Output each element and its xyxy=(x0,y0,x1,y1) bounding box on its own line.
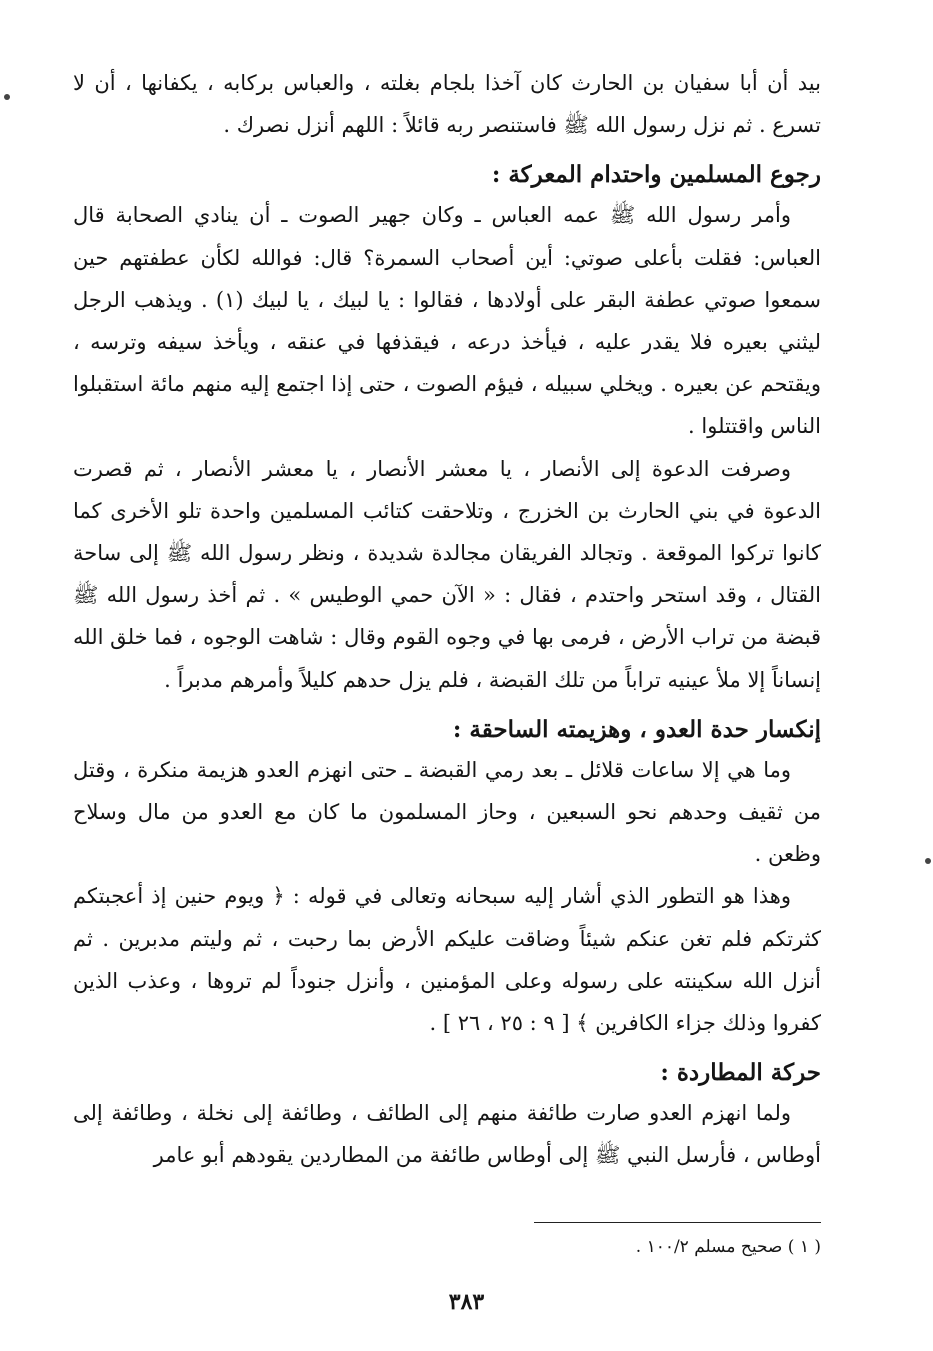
section-heading-defeat: إنكسار حدة العدو ، وهزيمته الساحقة : xyxy=(452,715,821,743)
intro-paragraph: بيد أن أبا سفيان بن الحارث كان آخذا بلجام بغلته ، والعباس بركابه ، يكفانها ، أن لا تسرع . ثم نزل رسول الله ﷺ فاستنصر ربه قائلاً : اللهم أنزل نصرك . xyxy=(73,71,821,138)
section-heading-pursuit: حركة المطاردة : xyxy=(660,1059,821,1087)
page-number: ٣٨٣ xyxy=(448,1289,485,1315)
section-heading-return: رجوع المسلمين واحتدام المعركة : xyxy=(491,161,821,189)
paragraph: وصرفت الدعوة إلى الأنصار ، يا معشر الأنصار ، يا معشر الأنصار ، ثم قصرت الدعوة في بني الحارث بن الخزرج ، وتلاحقت كتائب المسلمين واحدة تلو الأخرى كما كانوا تركوا الموقعة . وتجالد الفريقان مجالدة شديدة ، ونظر رسول الله ﷺ إلى ساحة القتال ، وقد استحر واحتدم ، فقال : « الآن حمي الوطيس » . ثم أخذ رسول الله ﷺ قبضة من تراب الأرض ، فرمى بها في وجوه القوم وقال : شاهت الوجوه ، فما خلق الله إنساناً إلا ملأ عينيه تراباً من تلك القبضة ، فلم يزل حدهم كليلاً وأمرهم مدبراً . xyxy=(73,456,821,692)
paragraph: وما هي إلا ساعات قلائل ـ بعد رمي القبضة ـ حتى انهزم العدو هزيمة منكرة ، وقتل من ثقيف وحدهم نحو السبعين ، وحاز المسلمون ما كان مع العدو من مال وسلاح وظعن . xyxy=(73,757,821,867)
paragraph: وهذا هو التطور الذي أشار إليه سبحانه وتعالى في قوله : ﴿ ويوم حنين إذ أعجبتكم كثرتكم فلم تغن عنكم شيئاً وضاقت عليكم الأرض بما رحبت ، ثم وليتم مدبرين . ثم أنزل الله سكينته على رسوله وعلى المؤمنين ، وأنزل جنوداً لم تروها ، وعذب الذين كفروا وذلك جزاء الكافرين ﴾ [ ٩ : ٢٥ ، ٢٦ ] . xyxy=(73,884,821,1036)
footnote: ( ١ ) صحيح مسلم ١٠٠/٢ . xyxy=(635,1237,821,1257)
paragraph: وأمر رسول الله ﷺ عمه العباس ـ وكان جهير الصوت ـ أن ينادي الصحابة قال العباس: فقلت بأعلى صوتي: أين أصحاب السمرة؟ قال: فوالله لكأن عطفتهم حين سمعوا صوتي عطفة البقر على أولادها ، فقالوا : يا لبيك ، يا لبيك (١) . ويذهب الرجل ليثني بعيره فلا يقدر عليه ، فيأخذ درعه ، فيقذفها في عنقه ، ويأخذ سيفه وترسه ، ويقتحم عن بعيره . ويخلي سبيله ، فيؤم الصوت ، حتى إذا اجتمع إليه منهم مائة استقبلوا الناس واقتتلوا . xyxy=(73,203,821,439)
scan-mark xyxy=(4,94,10,100)
page-body xyxy=(73,62,821,1177)
footnote-divider xyxy=(534,1222,821,1223)
paragraph: ولما انهزم العدو صارت طائفة منهم إلى الطائف ، وطائفة إلى نخلة ، وطائفة إلى أوطاس ، فأرسل النبي ﷺ إلى أوطاس طائفة من المطاردين يقودهم أبو عامر xyxy=(73,1101,821,1168)
scan-mark xyxy=(925,858,931,864)
